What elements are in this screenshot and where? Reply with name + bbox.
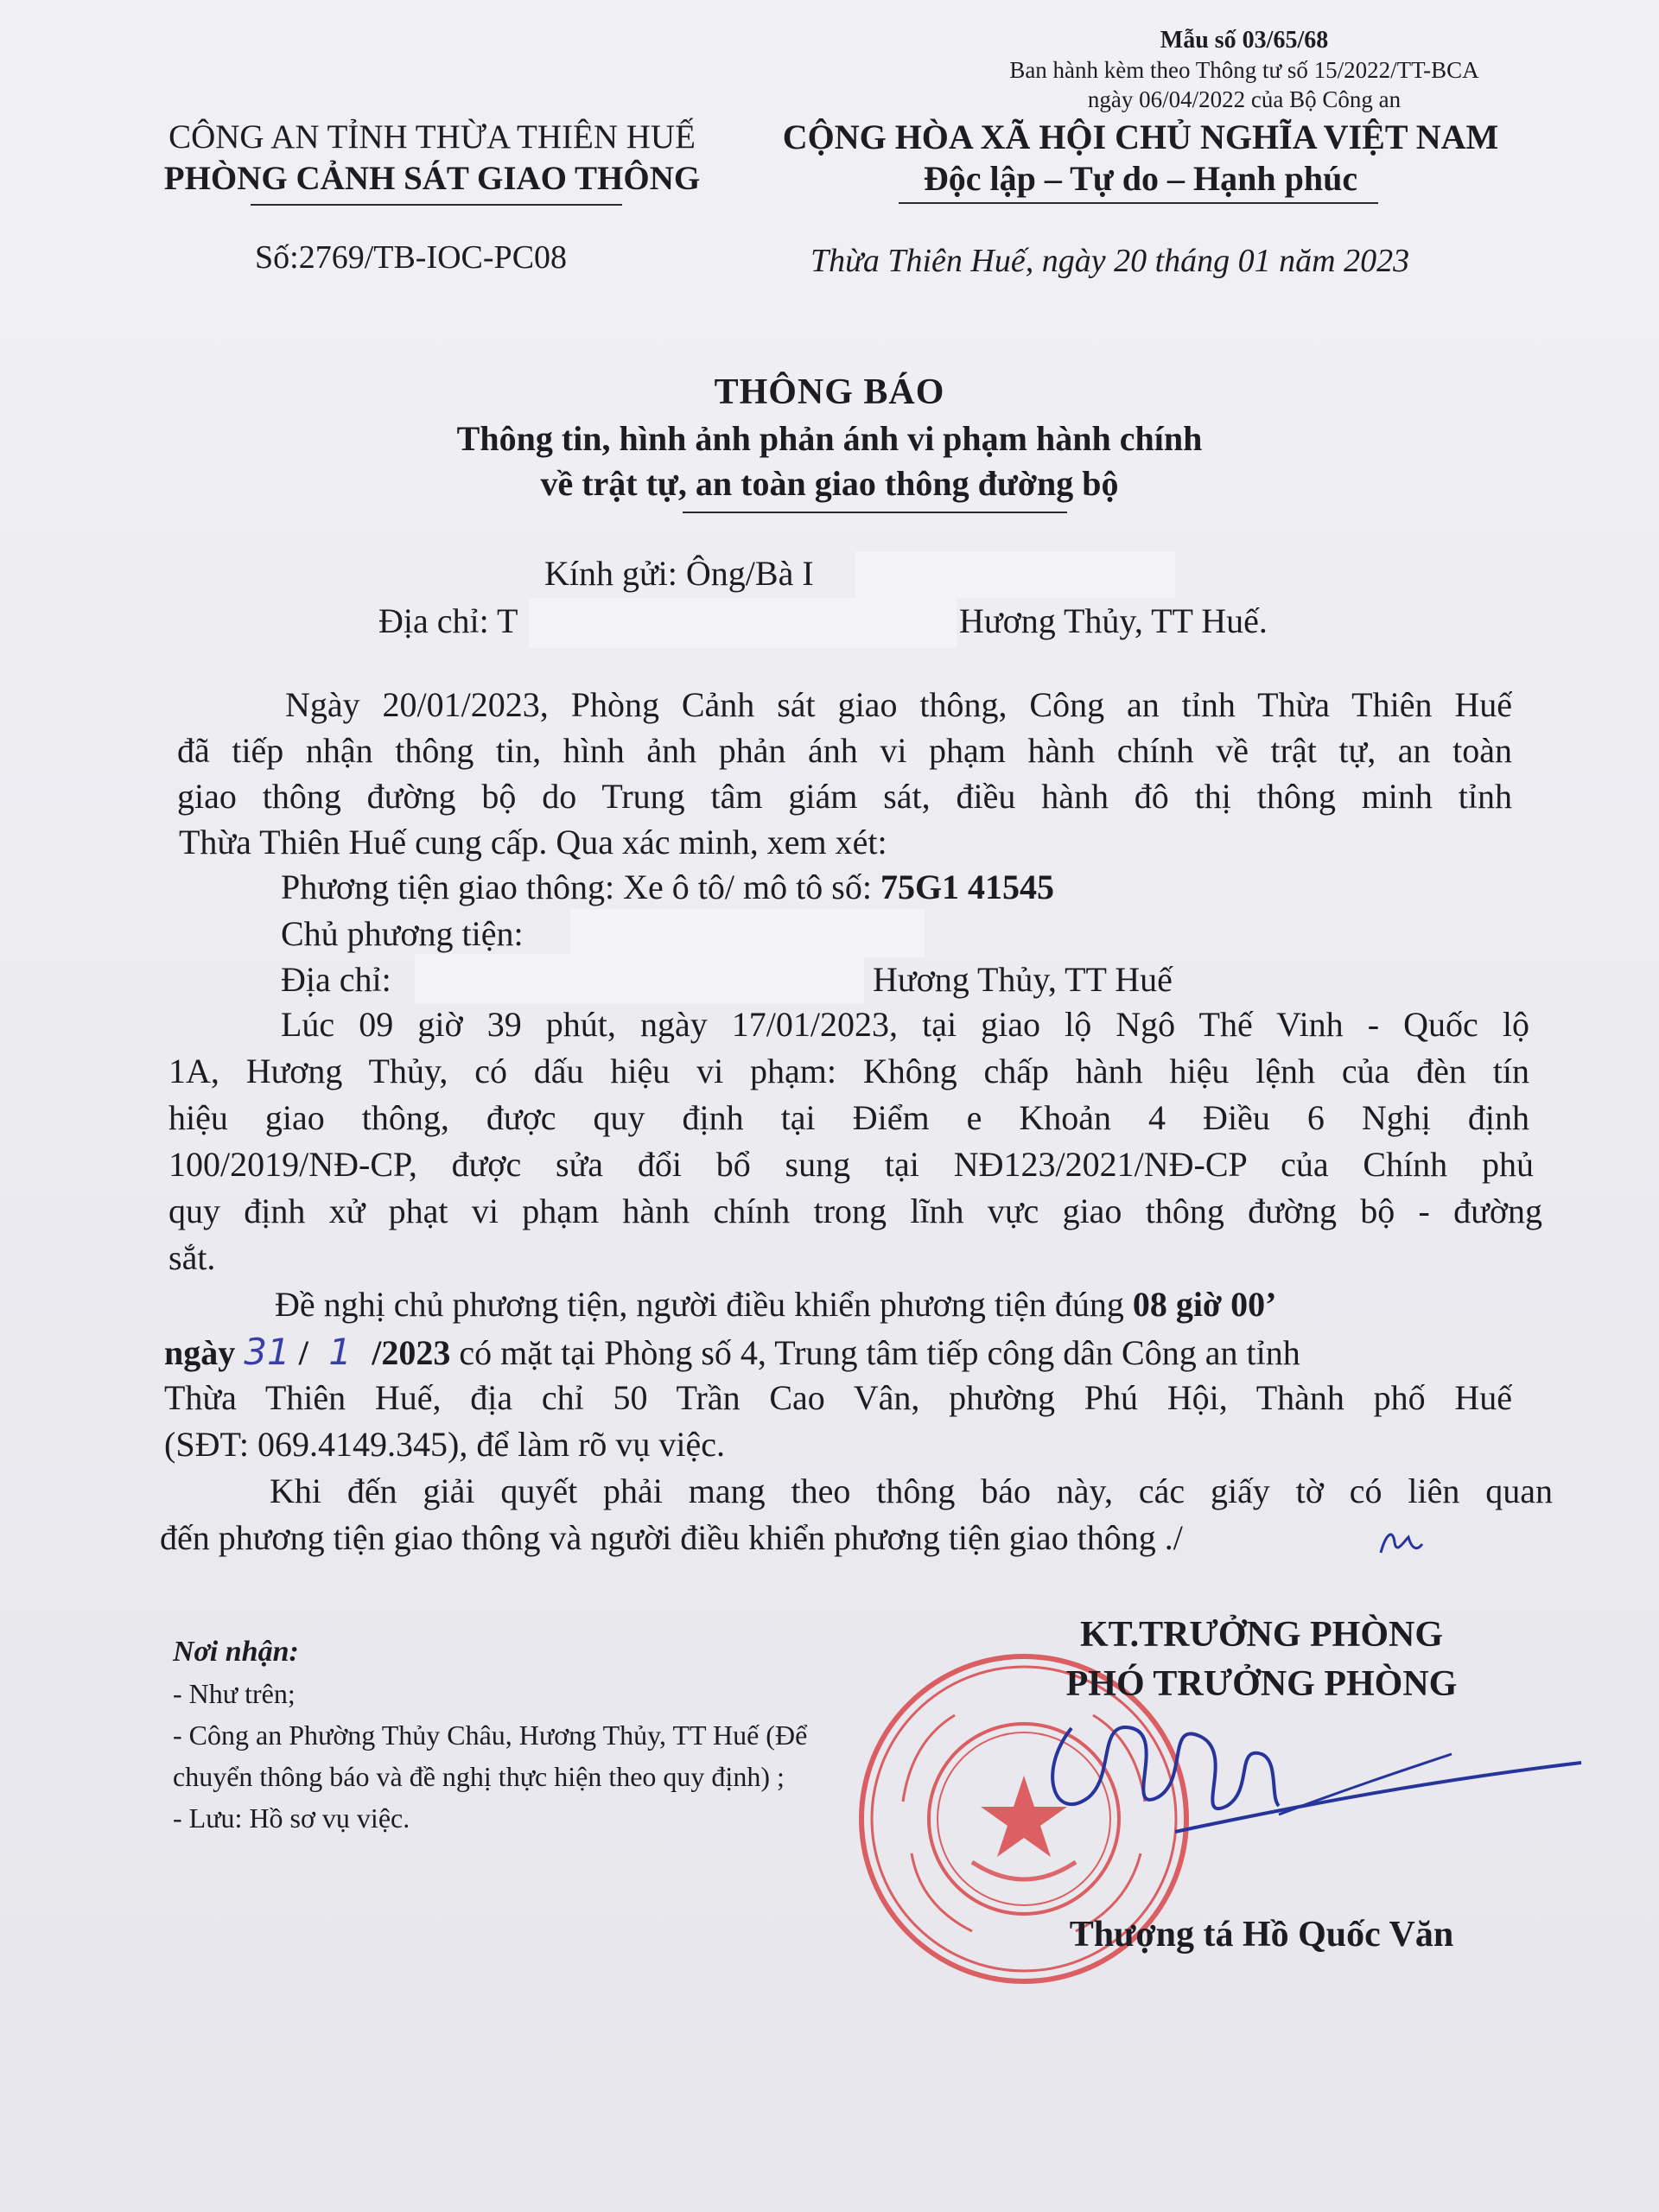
owner-address-label: Địa chỉ: bbox=[281, 960, 391, 999]
agency-name: PHÒNG CẢNH SÁT GIAO THÔNG bbox=[163, 160, 701, 197]
form-issued-line: Ban hành kèm theo Thông tư số 15/2022/TT-BCA bbox=[1009, 57, 1479, 83]
request-text: có mặt tại Phòng số 4, Trung tâm tiếp công dân Công an tỉnh bbox=[459, 1333, 1300, 1372]
appointment-year: /2023 bbox=[372, 1333, 451, 1372]
receivers-heading: Nơi nhận: bbox=[173, 1636, 299, 1668]
receivers-block bbox=[173, 1631, 838, 1839]
recipient-address-tail: Hương Thủy, TT Huế. bbox=[959, 601, 1268, 640]
initials-mark bbox=[1374, 1516, 1426, 1568]
document-title: THÔNG BÁO bbox=[714, 372, 945, 412]
violation-line: 100/2019/NĐ-CP, được sửa đổi bổ sung tại NĐ123/2021/NĐ-CP của Chính phủ bbox=[168, 1145, 1534, 1184]
motto-underline bbox=[899, 202, 1378, 204]
signer-role-2: PHÓ TRƯỞNG PHÒNG bbox=[1065, 1664, 1458, 1704]
form-code: Mẫu số 03/65/68 bbox=[1160, 27, 1329, 54]
violation-line: 1A, Hương Thủy, có dấu hiệu vi phạm: Không chấp hành hiệu lệnh của đèn tín bbox=[168, 1052, 1529, 1090]
date-separator: / bbox=[298, 1333, 308, 1372]
request-text: Đề nghị chủ phương tiện, người điều khiển phương tiện đúng bbox=[275, 1285, 1124, 1324]
vehicle-line bbox=[281, 867, 1054, 907]
violation-line: hiệu giao thông, được quy định tại Điểm e Khoản 4 Điều 6 Nghị định bbox=[168, 1098, 1529, 1137]
violation-line: sắt. bbox=[168, 1238, 216, 1277]
document-subtitle-1: Thông tin, hình ảnh phản ánh vi phạm hành chính bbox=[456, 419, 1203, 458]
handwritten-month: 1 bbox=[328, 1331, 352, 1373]
request-line bbox=[164, 1331, 1300, 1373]
appointment-time: 08 giờ 00’ bbox=[1132, 1285, 1277, 1324]
recipient-address-label: Địa chỉ: T bbox=[378, 601, 518, 640]
owner-label: Chủ phương tiện: bbox=[281, 914, 524, 953]
national-header bbox=[743, 117, 1538, 200]
redacted-owner-address bbox=[415, 954, 864, 1004]
title-underline bbox=[683, 512, 1067, 513]
nation-name: CỘNG HÒA XÃ HỘI CHỦ NGHĨA VIỆT NAM bbox=[782, 118, 1499, 156]
recipient-line: Kính gửi: Ông/Bà I bbox=[544, 554, 814, 593]
form-number-block bbox=[950, 26, 1538, 114]
body-line: giao thông đường bộ do Trung tâm giám sát, điều hành đô thị thông minh tỉnh bbox=[177, 777, 1512, 816]
agency-header bbox=[130, 117, 734, 200]
document-number: Số:2769/TB-IOC-PC08 bbox=[255, 239, 568, 276]
signer-role-1: KT.TRƯỞNG PHÒNG bbox=[1080, 1615, 1443, 1655]
redacted-address bbox=[529, 598, 957, 648]
body-line: Ngày 20/01/2023, Phòng Cảnh sát giao thông, Công an tỉnh Thừa Thiên Huế bbox=[285, 685, 1512, 724]
vehicle-label: Phương tiện giao thông: Xe ô tô/ mô tô số: bbox=[281, 868, 872, 906]
violation-line: Lúc 09 giờ 39 phút, ngày 17/01/2023, tại giao lộ Ngô Thế Vinh - Quốc lộ bbox=[281, 1005, 1529, 1044]
body-line: đã tiếp nhận thông tin, hình ảnh phản ánh vi phạm hành chính về trật tự, an toàn bbox=[177, 731, 1512, 770]
agency-parent: CÔNG AN TỈNH THỪA THIÊN HUẾ bbox=[168, 118, 696, 156]
handwritten-day: 31 bbox=[244, 1331, 290, 1373]
place-date: Thừa Thiên Huế, ngày 20 tháng 01 năm 2023 bbox=[810, 243, 1410, 279]
document-subtitle-2: về trật tự, an toàn giao thông đường bộ bbox=[540, 464, 1119, 503]
request-line: Thừa Thiên Huế, địa chỉ 50 Trần Cao Vân, phường Phú Hội, Thành phố Huế bbox=[164, 1378, 1512, 1417]
appointment-day-label: ngày bbox=[164, 1333, 236, 1372]
closing-line: đến phương tiện giao thông và người điều khiển phương tiện giao thông ./ bbox=[160, 1518, 1183, 1557]
handwritten-signature bbox=[1020, 1694, 1607, 1866]
receiver-item: - Công an Phường Thủy Châu, Hương Thủy, TT Huế (Để chuyển thông báo và đề nghị thực hiện theo quy định) ; bbox=[173, 1719, 808, 1792]
body-line: Thừa Thiên Huế cung cấp. Qua xác minh, xem xét: bbox=[179, 823, 887, 861]
signer-name: Thượng tá Hồ Quốc Văn bbox=[1069, 1915, 1454, 1955]
redacted-owner bbox=[570, 909, 925, 957]
redacted-name bbox=[855, 551, 1175, 598]
nation-motto: Độc lập – Tự do – Hạnh phúc bbox=[923, 159, 1358, 198]
agency-underline bbox=[251, 204, 622, 206]
vehicle-plate: 75G1 41545 bbox=[880, 868, 1055, 906]
owner-address-tail: Hương Thủy, TT Huế bbox=[873, 960, 1173, 999]
violation-line: quy định xử phạt vi phạm hành chính trong lĩnh vực giao thông đường bộ - đường bbox=[168, 1192, 1542, 1230]
request-line bbox=[275, 1284, 1276, 1325]
form-issued-date: ngày 06/04/2022 của Bộ Công an bbox=[1087, 86, 1402, 112]
request-line: (SĐT: 069.4149.345), để làm rõ vụ việc. bbox=[164, 1425, 726, 1464]
receiver-item: - Như trên; bbox=[173, 1678, 296, 1709]
receiver-item: - Lưu: Hồ sơ vụ việc. bbox=[173, 1802, 410, 1834]
closing-line: Khi đến giải quyết phải mang theo thông báo này, các giấy tờ có liên quan bbox=[270, 1471, 1553, 1510]
